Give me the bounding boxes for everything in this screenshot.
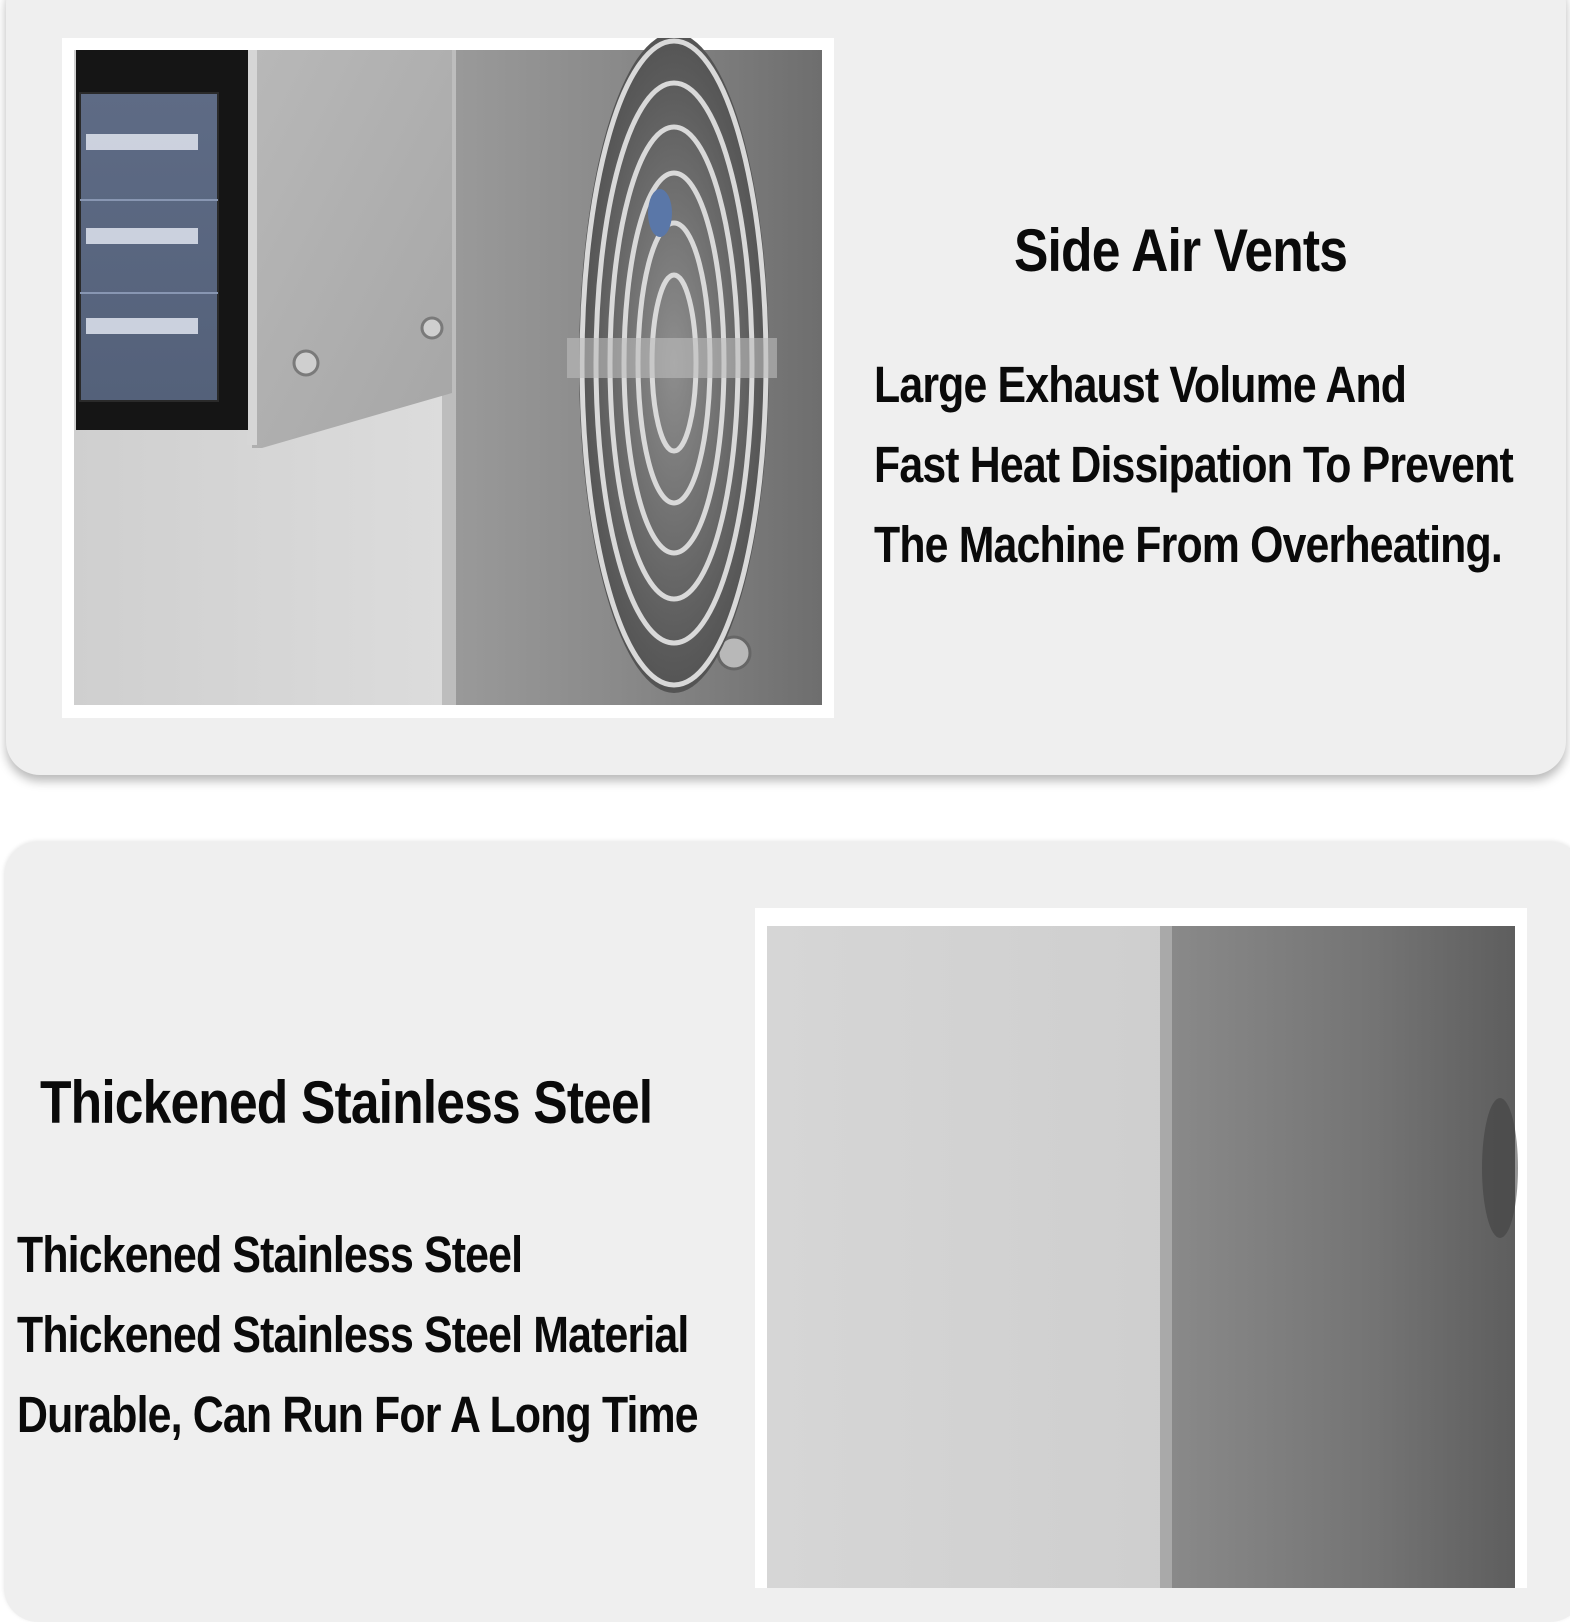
stainless-steel-line-3: Durable, Can Run For A Long Time: [17, 1386, 698, 1443]
side-air-vents-heading: Side Air Vents: [1014, 217, 1348, 284]
side-air-vents-line-2: Fast Heat Dissipation To Prevent: [874, 436, 1513, 493]
side-air-vents-line-1: Large Exhaust Volume And: [874, 356, 1407, 413]
stainless-steel-line-1: Thickened Stainless Steel: [17, 1226, 523, 1283]
side-air-vents-line-3: The Machine From Overheating.: [874, 516, 1502, 573]
side-air-vents-photo: [62, 38, 834, 718]
stainless-steel-heading: Thickened Stainless Steel: [40, 1069, 653, 1136]
stainless-steel-photo: [755, 908, 1527, 1588]
stainless-steel-line-2: Thickened Stainless Steel Material: [17, 1306, 689, 1363]
